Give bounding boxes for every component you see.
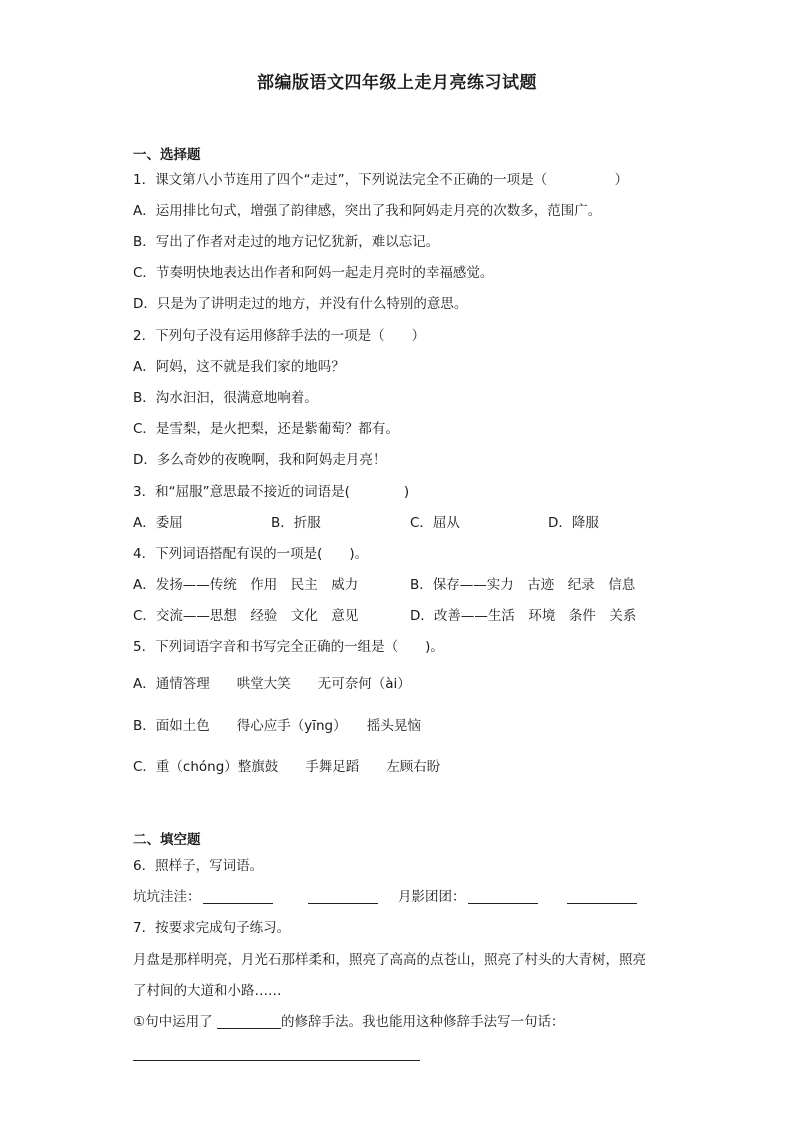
question-4-option-d: D．改善——生活 环境 条件 关系 <box>410 608 637 624</box>
question-3-option-d: D．降服 <box>548 515 599 531</box>
answer-blank-1[interactable] <box>203 887 273 904</box>
question-7-sub-1-prefix: ①句中运用了 <box>133 1014 213 1030</box>
sentence-answer-line[interactable] <box>133 1060 420 1061</box>
question-7-passage-line-2: 了村间的大道和小路…… <box>133 983 282 999</box>
question-2-option-b: B．沟水汩汩，很满意地响着。 <box>133 390 318 406</box>
question-3-option-c: C．屈从 <box>410 515 460 531</box>
question-2-option-d: D．多么奇妙的夜晚啊，我和阿妈走月亮！ <box>133 452 387 468</box>
answer-blank-3[interactable] <box>468 887 538 904</box>
question-3-option-a: A．委屈 <box>133 515 183 531</box>
question-6-label-1: 坑坑洼洼： <box>133 889 201 905</box>
page-title: 部编版语文四年级上走月亮练习试题 <box>257 73 537 93</box>
question-1-option-d: D．只是为了讲明走过的地方，并没有什么特别的意思。 <box>133 296 468 312</box>
question-2-stem: 2．下列句子没有运用修辞手法的一项是（ ） <box>133 328 426 344</box>
question-5-option-b: B．面如土色 得心应手（yīng） 摇头晃恼 <box>133 718 421 734</box>
question-1-option-b: B．写出了作者对走过的地方记忆犹新，难以忘记。 <box>133 234 440 250</box>
question-7-stem: 7．按要求完成句子练习。 <box>133 920 291 936</box>
question-4-option-b: B．保存——实力 古迹 纪录 信息 <box>410 577 636 593</box>
question-5-option-a: A．通情答理 哄堂大笑 无可奈何（ài） <box>133 676 411 692</box>
section-heading-choice: 一、选择题 <box>133 147 201 163</box>
question-2-option-a: A．阿妈，这不就是我们家的地吗？ <box>133 359 345 375</box>
question-6-label-2: 月影团团： <box>398 889 466 905</box>
question-1-stem: 1．课文第八小节连用了四个“走过”，下列说法完全不正确的一项是（ ） <box>133 172 629 188</box>
question-1-option-c: C．节奏明快地表达出作者和阿妈一起走月亮时的幸福感觉。 <box>133 265 494 281</box>
answer-blank-4[interactable] <box>567 887 637 904</box>
question-5-option-c: C．重（chóng）整旗鼓 手舞足蹈 左顾右盼 <box>133 759 441 775</box>
rhetoric-answer-blank[interactable] <box>217 1012 281 1029</box>
section-heading-fill: 二、填空题 <box>133 832 201 848</box>
question-4-option-a: A．发扬——传统 作用 民主 威力 <box>133 577 359 593</box>
question-1-option-a: A．运用排比句式，增强了韵律感，突出了我和阿妈走月亮的次数多，范围广。 <box>133 203 602 219</box>
question-5-stem: 5．下列词语字音和书写完全正确的一组是（ )。 <box>133 639 444 655</box>
question-4-option-c: C．交流——思想 经验 文化 意见 <box>133 608 359 624</box>
question-2-option-c: C．是雪梨，是火把梨，还是紫葡萄？都有。 <box>133 421 399 437</box>
question-6-stem: 6．照样子，写词语。 <box>133 858 264 874</box>
question-3-option-b: B．折服 <box>271 515 321 531</box>
question-3-stem: 3．和“屈服”意思最不接近的词语是( ) <box>133 484 410 500</box>
answer-blank-2[interactable] <box>308 887 378 904</box>
question-7-passage-line-1: 月盘是那样明亮，月光石那样柔和，照亮了高高的点苍山，照亮了村头的大青树，照亮 <box>133 952 646 968</box>
question-4-stem: 4．下列词语搭配有误的一项是( )。 <box>133 546 369 562</box>
question-7-sub-1-suffix: 的修辞手法。我也能用这种修辞手法写一句话： <box>281 1014 565 1030</box>
